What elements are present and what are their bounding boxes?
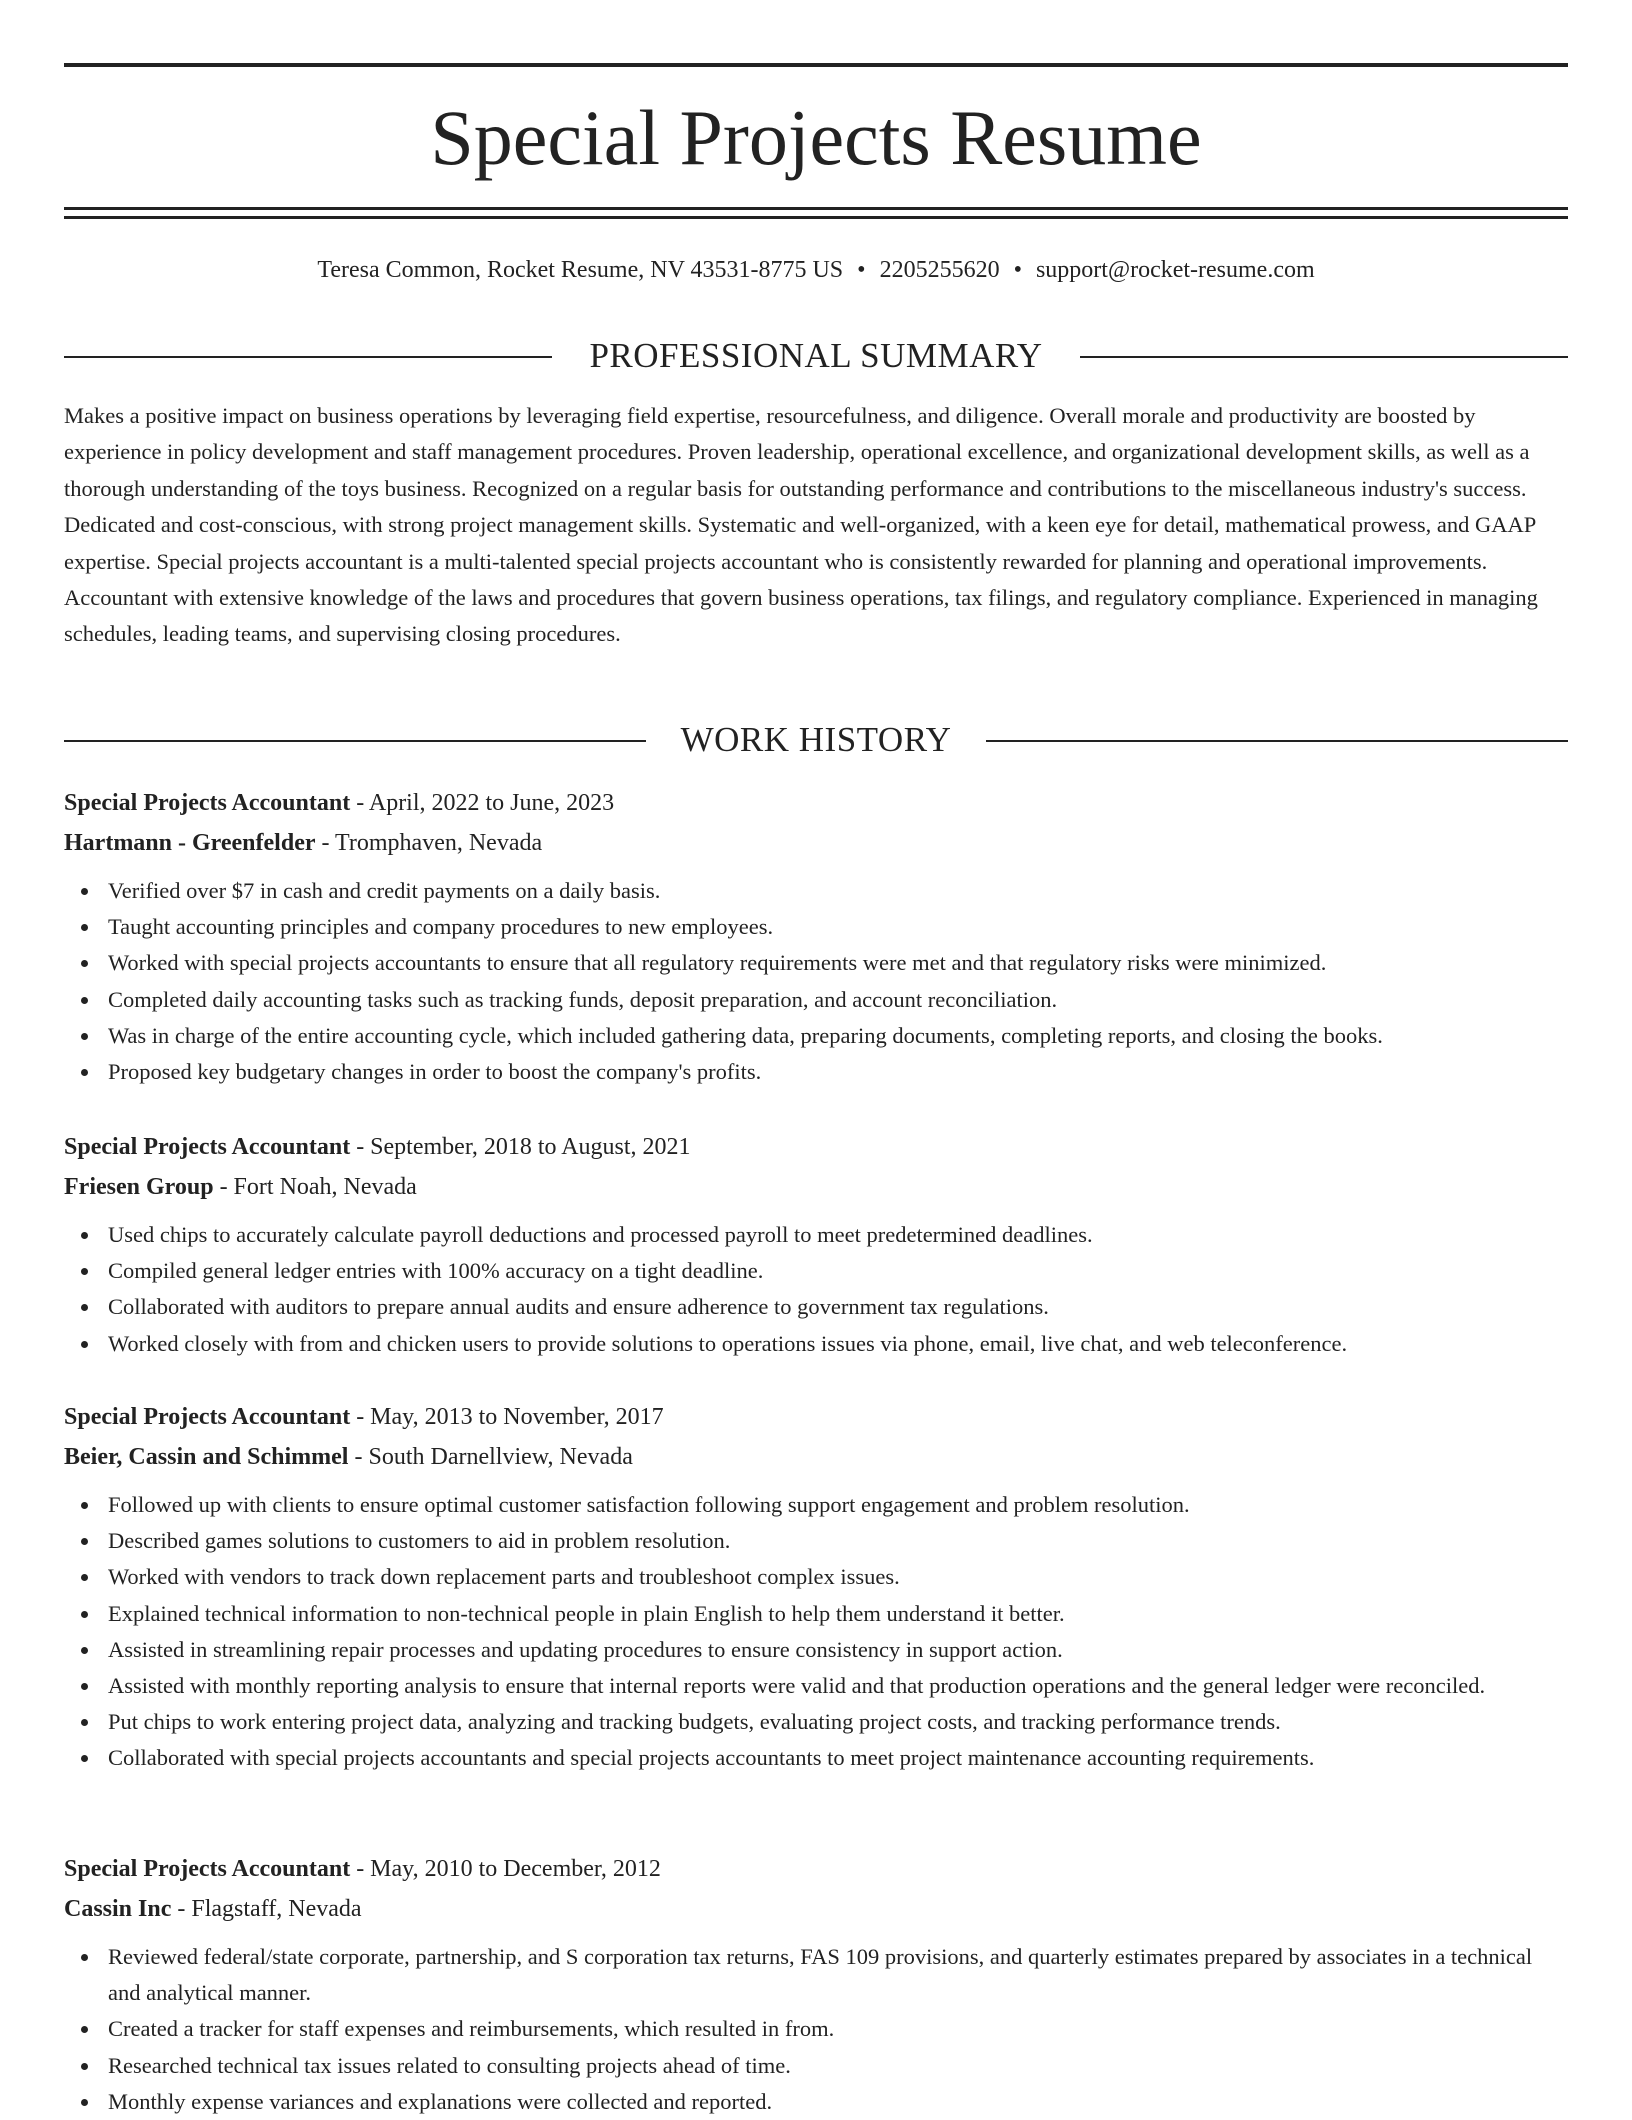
bullet-icon bbox=[81, 1069, 88, 1076]
job-company-line bbox=[64, 823, 1568, 863]
list-item bbox=[108, 1668, 1568, 1704]
job-title-line bbox=[64, 1127, 1568, 1167]
bullet-icon bbox=[81, 1304, 88, 1311]
job-dates: - April, 2022 to June, 2023 bbox=[350, 790, 615, 816]
job-entry bbox=[64, 1127, 1568, 1362]
bullet-icon bbox=[81, 1232, 88, 1239]
bullet-text: Verified over $7 in cash and credit payments on a daily basis. bbox=[108, 878, 661, 903]
bullet-icon bbox=[81, 1341, 88, 1348]
job-company-line bbox=[64, 1889, 1568, 1929]
job-location: - Tromphaven, Nevada bbox=[315, 830, 543, 856]
job-dates: - September, 2018 to August, 2021 bbox=[350, 1134, 691, 1160]
bullet-text: Monthly expense variances and explanations were collected and reported. bbox=[108, 2088, 773, 2114]
job-company: Beier, Cassin and Schimmel bbox=[64, 1444, 349, 1470]
work-history-heading-label: WORK HISTORY bbox=[680, 720, 952, 759]
heading-rule-right bbox=[986, 740, 1568, 742]
job-dates: - May, 2010 to December, 2012 bbox=[350, 1856, 661, 1882]
job-title: Special Projects Accountant bbox=[64, 1404, 351, 1430]
bullet-text: Completed daily accounting tasks such as tracking funds, deposit preparation, and account reconciliation. bbox=[108, 986, 1058, 1012]
bullet-icon bbox=[81, 1719, 88, 1726]
bullet-text: Compiled general ledger entries with 100% accuracy on a tight deadline. bbox=[108, 1258, 764, 1284]
bullet-icon bbox=[81, 1538, 88, 1545]
list-item bbox=[108, 1253, 1568, 1289]
list-item bbox=[108, 873, 1568, 909]
list-item bbox=[108, 945, 1568, 981]
job-company-line bbox=[64, 1437, 1568, 1477]
list-item bbox=[108, 1596, 1568, 1632]
job-title-line bbox=[64, 783, 1568, 823]
list-item bbox=[108, 2048, 1568, 2084]
list-item bbox=[108, 1704, 1568, 1740]
bullet-text: Explained technical information to non-technical people in plain English to help them understand it better. bbox=[108, 1600, 1065, 1626]
list-item bbox=[108, 1217, 1568, 1253]
contact-email: support@rocket-resume.com bbox=[1035, 257, 1315, 283]
bullet-text: Used chips to accurately calculate payroll deductions and processed payroll to meet predetermined deadlines. bbox=[108, 1222, 1093, 1247]
list-item bbox=[108, 1289, 1568, 1325]
job-bullets bbox=[64, 1487, 1568, 1777]
contact-phone: 2205255620 bbox=[879, 257, 1000, 283]
bullet-icon bbox=[81, 924, 88, 931]
page-title: Special Projects Resume bbox=[430, 94, 1202, 181]
bullet-text: Taught accounting principles and company procedures to new employees. bbox=[108, 914, 774, 940]
bullet-icon bbox=[81, 960, 88, 967]
list-item bbox=[108, 2011, 1568, 2047]
list-item bbox=[108, 2084, 1568, 2120]
bullet-text: Created a tracker for staff expenses and reimbursements, which resulted in from. bbox=[108, 2016, 835, 2042]
contact-separator: • bbox=[857, 257, 866, 283]
job-bullets bbox=[64, 1217, 1568, 1362]
title-double-rule bbox=[64, 207, 1568, 219]
list-item bbox=[108, 1018, 1568, 1054]
list-item bbox=[108, 982, 1568, 1018]
bullet-text: Put chips to work entering project data, analyzing and tracking budgets, evaluating project costs, and tracking performance trends. bbox=[108, 1709, 1281, 1735]
bullet-icon bbox=[81, 888, 88, 895]
job-location: - Fort Noah, Nevada bbox=[213, 1174, 417, 1200]
work-history-heading bbox=[64, 718, 1568, 762]
bullet-icon bbox=[81, 1502, 88, 1509]
bullet-text: Reviewed federal/state corporate, partnership, and S corporation tax returns, FAS 109 provisions, and quarterly estimates prepared by associates in a technical and analytical manner. bbox=[108, 1944, 1533, 2006]
job-company: Hartmann - Greenfelder bbox=[64, 830, 316, 856]
summary-heading-label: PROFESSIONAL SUMMARY bbox=[589, 336, 1043, 375]
job-bullets bbox=[64, 1939, 1568, 2120]
bullet-text: Worked closely with from and chicken users to provide solutions to operations issues via phone, email, live chat, and web teleconference. bbox=[108, 1330, 1348, 1356]
job-location: - Flagstaff, Nevada bbox=[171, 1896, 362, 1922]
job-bullets bbox=[64, 873, 1568, 1090]
list-item bbox=[108, 1632, 1568, 1668]
bullet-text: Followed up with clients to ensure optimal customer satisfaction following support engagement and problem resolution. bbox=[108, 1492, 1190, 1517]
bullet-icon bbox=[81, 1683, 88, 1690]
job-company-line bbox=[64, 1167, 1568, 1207]
bullet-text: Researched technical tax issues related to consulting projects ahead of time. bbox=[108, 2052, 791, 2078]
bullet-icon bbox=[81, 1647, 88, 1654]
list-item bbox=[108, 1054, 1568, 1090]
bullet-icon bbox=[81, 2026, 88, 2033]
bullet-text: Assisted in streamlining repair processes and updating procedures to ensure consistency in support action. bbox=[108, 1636, 1063, 1662]
job-title: Special Projects Accountant bbox=[64, 1856, 351, 1882]
job-title: Special Projects Accountant bbox=[64, 790, 351, 816]
job-location: - South Darnellview, Nevada bbox=[348, 1444, 633, 1470]
bullet-icon bbox=[81, 2099, 88, 2106]
bullet-text: Collaborated with auditors to prepare annual audits and ensure adherence to government tax regulations. bbox=[108, 1294, 1049, 1320]
job-dates: - May, 2013 to November, 2017 bbox=[350, 1404, 664, 1430]
job-entry bbox=[64, 1849, 1568, 2120]
bullet-text: Collaborated with special projects accountants and special projects accountants to meet project maintenance accounting requirements. bbox=[108, 1745, 1315, 1771]
job-title-line bbox=[64, 1849, 1568, 1889]
bullet-icon bbox=[81, 1611, 88, 1618]
list-item bbox=[108, 1559, 1568, 1595]
job-company: Cassin Inc bbox=[64, 1896, 172, 1922]
summary-heading bbox=[64, 334, 1568, 378]
contact-address: Teresa Common, Rocket Resume, NV 43531-8775 US bbox=[317, 257, 844, 283]
list-item bbox=[108, 1740, 1568, 1776]
contact-line bbox=[64, 252, 1568, 288]
bullet-text: Described games solutions to customers to aid in problem resolution. bbox=[108, 1528, 731, 1554]
bullet-icon bbox=[81, 1755, 88, 1762]
bullet-text: Worked with vendors to track down replacement parts and troubleshoot complex issues. bbox=[108, 1564, 900, 1590]
list-item bbox=[108, 1939, 1568, 2011]
job-title-line bbox=[64, 1397, 1568, 1437]
bullet-icon bbox=[81, 1574, 88, 1581]
job-company: Friesen Group bbox=[64, 1174, 214, 1200]
heading-rule-right bbox=[1080, 356, 1568, 358]
job-title: Special Projects Accountant bbox=[64, 1134, 351, 1160]
bullet-text: Proposed key budgetary changes in order to boost the company's profits. bbox=[108, 1059, 762, 1085]
top-rule bbox=[64, 63, 1568, 67]
list-item bbox=[108, 1326, 1568, 1362]
list-item bbox=[108, 909, 1568, 945]
bullet-text: Assisted with monthly reporting analysis to ensure that internal reports were valid and that production operations and the general ledger were reconciled. bbox=[108, 1673, 1486, 1699]
bullet-text: Was in charge of the entire accounting cycle, which included gathering data, preparing documents, completing reports, and closing the books. bbox=[108, 1022, 1383, 1048]
bullet-text: Worked with special projects accountants to ensure that all regulatory requirements were met and that regulatory risks were minimized. bbox=[108, 950, 1327, 976]
bullet-icon bbox=[81, 2063, 88, 2070]
list-item bbox=[108, 1487, 1568, 1523]
contact-separator: • bbox=[1013, 257, 1022, 283]
list-item bbox=[108, 1523, 1568, 1559]
job-entry bbox=[64, 783, 1568, 1090]
bullet-icon bbox=[81, 1954, 88, 1961]
bullet-icon bbox=[81, 997, 88, 1004]
summary-text: Makes a positive impact on business operations by leveraging field expertise, resourcefulness, and diligence. Overall morale and productivity are boosted by experience in policy development and staff management procedures. Proven leadership, operational excellence, and organizational development skills, as well as a thorough understanding of the toys business. Recognized on a regular basis for outstanding performance and contributions to the miscellaneous industry's success. Dedicated and cost-conscious, with strong project management skills. Systematic and well-organized, with a keen eye for detail, mathematical prowess, and GAAP expertise. Special projects accountant is a multi-talented special projects accountant who is consistently rewarded for planning and operational improvements. Accountant with extensive knowledge of the laws and procedures that govern business operations, tax filings, and regulatory compliance. Experienced in managing schedules, leading teams, and supervising closing procedures. bbox=[64, 403, 1538, 647]
bullet-icon bbox=[81, 1033, 88, 1040]
job-entry bbox=[64, 1397, 1568, 1777]
bullet-icon bbox=[81, 1268, 88, 1275]
